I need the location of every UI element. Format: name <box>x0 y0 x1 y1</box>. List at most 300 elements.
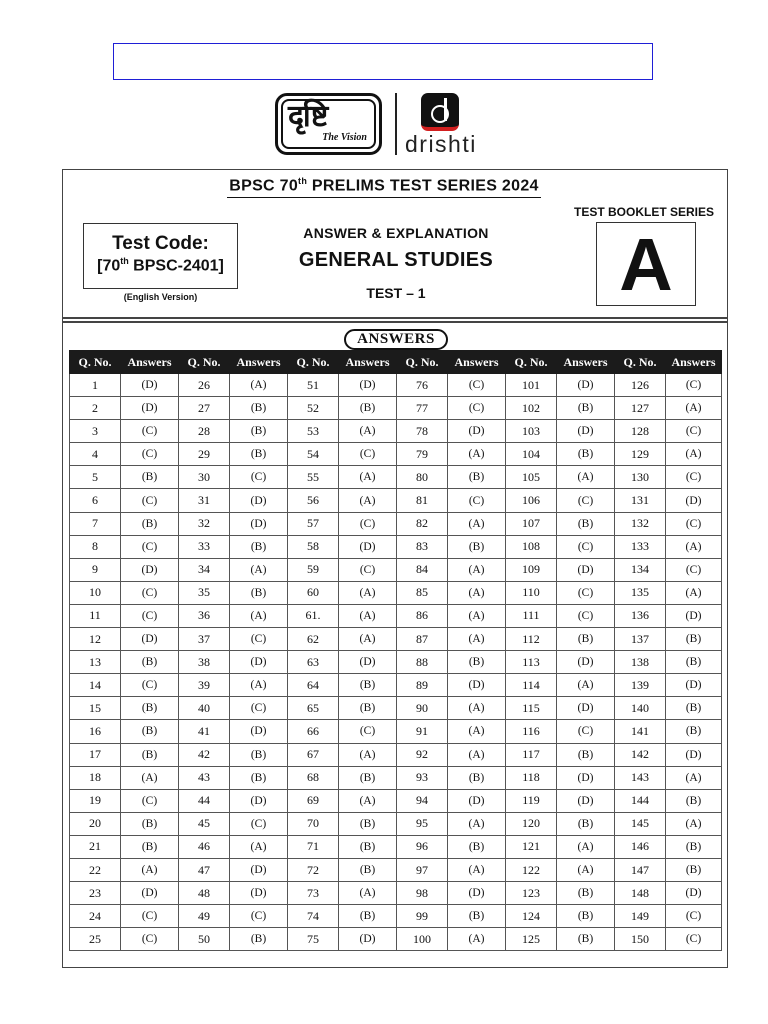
col-header-answers: Answers <box>557 351 615 374</box>
question-number: 79 <box>397 443 448 466</box>
answer-option: (C) <box>121 789 179 812</box>
question-number: 88 <box>397 651 448 674</box>
question-number: 3 <box>70 420 121 443</box>
answer-option: (C) <box>557 604 615 627</box>
question-number: 90 <box>397 697 448 720</box>
question-number: 98 <box>397 882 448 905</box>
test-code-box <box>83 223 238 289</box>
question-number: 72 <box>288 858 339 881</box>
answer-option: (B) <box>557 743 615 766</box>
question-number: 8 <box>70 535 121 558</box>
col-header-qno: Q. No. <box>179 351 230 374</box>
question-number: 47 <box>179 858 230 881</box>
answer-option: (D) <box>339 374 397 397</box>
answer-option: (D) <box>557 420 615 443</box>
answer-option: (C) <box>121 905 179 928</box>
answer-option: (D) <box>557 651 615 674</box>
question-number: 13 <box>70 651 121 674</box>
question-number: 114 <box>506 674 557 697</box>
answer-option: (B) <box>666 720 722 743</box>
question-number: 19 <box>70 789 121 812</box>
table-row <box>70 858 722 881</box>
answer-option: (A) <box>448 720 506 743</box>
answer-option: (A) <box>666 812 722 835</box>
question-number: 41 <box>179 720 230 743</box>
answer-option: (B) <box>230 535 288 558</box>
question-number: 127 <box>615 397 666 420</box>
question-number: 101 <box>506 374 557 397</box>
question-number: 109 <box>506 558 557 581</box>
question-number: 147 <box>615 858 666 881</box>
answer-option: (D) <box>666 743 722 766</box>
answer-option: (C) <box>557 720 615 743</box>
answer-option: (C) <box>121 604 179 627</box>
answer-option: (C) <box>121 443 179 466</box>
answer-option: (B) <box>121 743 179 766</box>
table-row <box>70 720 722 743</box>
answer-option: (A) <box>448 812 506 835</box>
answer-option: (B) <box>448 651 506 674</box>
answer-option: (D) <box>230 651 288 674</box>
answer-option: (B) <box>339 397 397 420</box>
question-number: 78 <box>397 420 448 443</box>
question-number: 89 <box>397 674 448 697</box>
question-number: 81 <box>397 489 448 512</box>
question-number: 29 <box>179 443 230 466</box>
question-number: 48 <box>179 882 230 905</box>
answer-option: (B) <box>339 766 397 789</box>
question-number: 46 <box>179 835 230 858</box>
table-row <box>70 535 722 558</box>
answer-option: (A) <box>448 697 506 720</box>
question-number: 31 <box>179 489 230 512</box>
question-number: 83 <box>397 535 448 558</box>
question-number: 139 <box>615 674 666 697</box>
test-code-post: BPSC-2401] <box>128 257 224 275</box>
test-code-sup: th <box>120 256 129 266</box>
table-row <box>70 789 722 812</box>
answer-option: (B) <box>230 581 288 604</box>
drishti-hindi-logo <box>275 93 382 155</box>
answer-option: (B) <box>339 835 397 858</box>
answer-option: (C) <box>230 905 288 928</box>
question-number: 129 <box>615 443 666 466</box>
table-row <box>70 374 722 397</box>
answer-option: (B) <box>121 835 179 858</box>
question-number: 62 <box>288 628 339 651</box>
table-row <box>70 558 722 581</box>
question-number: 137 <box>615 628 666 651</box>
question-number: 22 <box>70 858 121 881</box>
question-number: 85 <box>397 581 448 604</box>
question-number: 67 <box>288 743 339 766</box>
table-row <box>70 420 722 443</box>
question-number: 60 <box>288 581 339 604</box>
answer-option: (D) <box>121 397 179 420</box>
answer-option: (B) <box>339 674 397 697</box>
question-number: 93 <box>397 766 448 789</box>
col-header-answers: Answers <box>121 351 179 374</box>
table-row <box>70 743 722 766</box>
question-number: 131 <box>615 489 666 512</box>
table-row <box>70 489 722 512</box>
question-number: 121 <box>506 835 557 858</box>
answer-option: (B) <box>121 697 179 720</box>
question-number: 11 <box>70 604 121 627</box>
answer-option: (C) <box>121 581 179 604</box>
answer-option: (C) <box>230 628 288 651</box>
question-number: 110 <box>506 581 557 604</box>
logo-tagline: The Vision <box>322 132 367 143</box>
question-number: 68 <box>288 766 339 789</box>
col-header-answers: Answers <box>230 351 288 374</box>
question-number: 52 <box>288 397 339 420</box>
question-number: 57 <box>288 512 339 535</box>
answer-option: (C) <box>557 489 615 512</box>
question-number: 39 <box>179 674 230 697</box>
answer-option: (B) <box>121 651 179 674</box>
question-number: 32 <box>179 512 230 535</box>
answer-option: (A) <box>557 674 615 697</box>
question-number: 1 <box>70 374 121 397</box>
question-number: 143 <box>615 766 666 789</box>
question-number: 116 <box>506 720 557 743</box>
question-number: 40 <box>179 697 230 720</box>
answer-option: (C) <box>666 512 722 535</box>
table-body <box>70 374 722 951</box>
answers-heading: ANSWERS <box>344 329 448 350</box>
answer-option: (A) <box>666 581 722 604</box>
question-number: 111 <box>506 604 557 627</box>
question-number: 6 <box>70 489 121 512</box>
question-number: 97 <box>397 858 448 881</box>
version-label: (English Version) <box>123 292 198 302</box>
col-header-qno: Q. No. <box>70 351 121 374</box>
answer-option: (D) <box>448 789 506 812</box>
answer-option: (B) <box>448 466 506 489</box>
question-number: 7 <box>70 512 121 535</box>
answer-option: (A) <box>339 604 397 627</box>
question-number: 14 <box>70 674 121 697</box>
col-header-qno: Q. No. <box>506 351 557 374</box>
question-number: 58 <box>288 535 339 558</box>
answer-option: (B) <box>230 397 288 420</box>
answer-option: (B) <box>557 512 615 535</box>
booklet-series-label: TEST BOOKLET SERIES <box>574 205 715 219</box>
question-number: 35 <box>179 581 230 604</box>
answer-option: (D) <box>666 604 722 627</box>
question-number: 77 <box>397 397 448 420</box>
answer-option: (D) <box>121 374 179 397</box>
answer-option: (B) <box>448 905 506 928</box>
question-number: 27 <box>179 397 230 420</box>
answer-option: (A) <box>557 466 615 489</box>
answer-option: (A) <box>339 628 397 651</box>
question-number: 120 <box>506 812 557 835</box>
table-row <box>70 581 722 604</box>
answer-option: (C) <box>666 374 722 397</box>
test-code-pre: [70 <box>97 257 121 275</box>
answer-option: (C) <box>666 558 722 581</box>
question-number: 145 <box>615 812 666 835</box>
col-header-answers: Answers <box>448 351 506 374</box>
table-row <box>70 397 722 420</box>
answer-option: (B) <box>557 443 615 466</box>
question-number: 26 <box>179 374 230 397</box>
answer-option: (B) <box>339 905 397 928</box>
answer-option: (D) <box>230 720 288 743</box>
divider-line <box>62 321 728 323</box>
table-row <box>70 835 722 858</box>
answer-option: (D) <box>339 535 397 558</box>
question-number: 130 <box>615 466 666 489</box>
question-number: 15 <box>70 697 121 720</box>
answer-option: (A) <box>666 766 722 789</box>
answer-option: (A) <box>230 558 288 581</box>
answer-option: (B) <box>339 697 397 720</box>
answer-option: (B) <box>666 835 722 858</box>
question-number: 104 <box>506 443 557 466</box>
answer-option: (A) <box>339 489 397 512</box>
col-header-qno: Q. No. <box>397 351 448 374</box>
question-number: 122 <box>506 858 557 881</box>
question-number: 142 <box>615 743 666 766</box>
question-number: 105 <box>506 466 557 489</box>
question-number: 53 <box>288 420 339 443</box>
question-number: 128 <box>615 420 666 443</box>
question-number: 71 <box>288 835 339 858</box>
answer-option: (D) <box>230 512 288 535</box>
col-header-qno: Q. No. <box>615 351 666 374</box>
answer-option: (A) <box>448 443 506 466</box>
question-number: 107 <box>506 512 557 535</box>
question-number: 132 <box>615 512 666 535</box>
answer-option: (D) <box>121 558 179 581</box>
answer-option: (A) <box>339 420 397 443</box>
test-code-label: Test Code: <box>112 233 209 254</box>
answer-option: (A) <box>557 835 615 858</box>
question-number: 43 <box>179 766 230 789</box>
answer-option: (B) <box>448 766 506 789</box>
answer-option: (B) <box>339 858 397 881</box>
question-number: 64 <box>288 674 339 697</box>
answer-option: (D) <box>557 789 615 812</box>
answer-option: (B) <box>230 928 288 951</box>
answer-option: (B) <box>557 628 615 651</box>
table-row <box>70 766 722 789</box>
answer-option: (C) <box>121 489 179 512</box>
test-number: TEST – 1 <box>366 285 426 301</box>
question-number: 135 <box>615 581 666 604</box>
question-number: 103 <box>506 420 557 443</box>
question-number: 141 <box>615 720 666 743</box>
table-row <box>70 443 722 466</box>
answer-option: (D) <box>339 651 397 674</box>
answer-option: (C) <box>448 489 506 512</box>
divider-line <box>62 317 728 319</box>
answer-option: (B) <box>557 812 615 835</box>
answer-option: (A) <box>339 789 397 812</box>
question-number: 76 <box>397 374 448 397</box>
answer-option: (D) <box>448 420 506 443</box>
answer-option: (A) <box>448 604 506 627</box>
answer-option: (C) <box>230 812 288 835</box>
question-number: 119 <box>506 789 557 812</box>
answer-option: (B) <box>557 928 615 951</box>
table-row <box>70 697 722 720</box>
answer-option: (C) <box>666 905 722 928</box>
answer-option: (B) <box>121 812 179 835</box>
question-number: 9 <box>70 558 121 581</box>
answer-option: (B) <box>666 651 722 674</box>
question-number: 102 <box>506 397 557 420</box>
question-number: 106 <box>506 489 557 512</box>
table-row <box>70 905 722 928</box>
question-number: 36 <box>179 604 230 627</box>
question-number: 138 <box>615 651 666 674</box>
answer-option: (C) <box>121 420 179 443</box>
answer-option: (B) <box>121 466 179 489</box>
answer-option: (A) <box>230 835 288 858</box>
answer-option: (C) <box>230 697 288 720</box>
answer-option: (B) <box>230 443 288 466</box>
table-row <box>70 512 722 535</box>
answer-option: (A) <box>230 604 288 627</box>
answer-option: (B) <box>339 812 397 835</box>
question-number: 12 <box>70 628 121 651</box>
question-number: 92 <box>397 743 448 766</box>
question-number: 80 <box>397 466 448 489</box>
question-number: 133 <box>615 535 666 558</box>
question-number: 17 <box>70 743 121 766</box>
table-row <box>70 882 722 905</box>
question-number: 55 <box>288 466 339 489</box>
answer-option: (A) <box>448 558 506 581</box>
question-number: 108 <box>506 535 557 558</box>
page-title <box>0 176 768 198</box>
answer-option: (A) <box>448 858 506 881</box>
table-row <box>70 466 722 489</box>
answer-option: (B) <box>666 858 722 881</box>
answer-option: (D) <box>557 558 615 581</box>
answer-option: (A) <box>230 374 288 397</box>
answer-option: (A) <box>448 743 506 766</box>
answer-option: (D) <box>230 858 288 881</box>
drishti-d-icon <box>421 93 459 131</box>
question-number: 37 <box>179 628 230 651</box>
answer-option: (B) <box>230 743 288 766</box>
answer-option: (A) <box>666 443 722 466</box>
question-number: 144 <box>615 789 666 812</box>
answer-option: (B) <box>666 628 722 651</box>
answer-option: (D) <box>448 674 506 697</box>
answer-option: (A) <box>448 928 506 951</box>
table-header-row <box>70 351 722 374</box>
title-part-2: PRELIMS TEST SERIES 2024 <box>307 177 539 195</box>
answer-option: (D) <box>339 928 397 951</box>
answer-option: (A) <box>339 581 397 604</box>
question-number: 112 <box>506 628 557 651</box>
question-number: 28 <box>179 420 230 443</box>
header-blank-box <box>113 43 653 80</box>
booklet-series-letter: A <box>619 223 673 306</box>
answer-option: (C) <box>448 397 506 420</box>
question-number: 69 <box>288 789 339 812</box>
question-number: 2 <box>70 397 121 420</box>
answer-option: (C) <box>121 928 179 951</box>
answer-option: (A) <box>666 535 722 558</box>
question-number: 126 <box>615 374 666 397</box>
question-number: 49 <box>179 905 230 928</box>
answer-option: (D) <box>121 628 179 651</box>
question-number: 51 <box>288 374 339 397</box>
question-number: 21 <box>70 835 121 858</box>
question-number: 149 <box>615 905 666 928</box>
answer-option: (D) <box>557 766 615 789</box>
table-row <box>70 604 722 627</box>
answer-option: (B) <box>230 420 288 443</box>
answer-option: (C) <box>557 535 615 558</box>
question-number: 66 <box>288 720 339 743</box>
question-number: 95 <box>397 812 448 835</box>
answer-option: (B) <box>666 789 722 812</box>
question-number: 118 <box>506 766 557 789</box>
logo-hindi-text: दृष्टि <box>288 99 328 134</box>
question-number: 148 <box>615 882 666 905</box>
answer-option: (A) <box>448 512 506 535</box>
logo-divider <box>395 93 397 155</box>
answer-option: (D) <box>121 882 179 905</box>
answer-option: (C) <box>448 374 506 397</box>
table-row <box>70 674 722 697</box>
question-number: 44 <box>179 789 230 812</box>
answer-option: (C) <box>339 720 397 743</box>
question-number: 100 <box>397 928 448 951</box>
answer-option: (A) <box>666 397 722 420</box>
question-number: 10 <box>70 581 121 604</box>
question-number: 54 <box>288 443 339 466</box>
question-number: 134 <box>615 558 666 581</box>
answer-option: (D) <box>666 489 722 512</box>
subtitle: ANSWER & EXPLANATION <box>303 225 489 241</box>
answer-option: (B) <box>666 697 722 720</box>
question-number: 84 <box>397 558 448 581</box>
question-number: 140 <box>615 697 666 720</box>
question-number: 4 <box>70 443 121 466</box>
question-number: 34 <box>179 558 230 581</box>
answer-option: (B) <box>557 905 615 928</box>
question-number: 146 <box>615 835 666 858</box>
question-number: 18 <box>70 766 121 789</box>
col-header-answers: Answers <box>666 351 722 374</box>
answer-option: (B) <box>448 535 506 558</box>
answer-option: (B) <box>448 835 506 858</box>
answer-option: (C) <box>121 535 179 558</box>
table-row <box>70 628 722 651</box>
question-number: 20 <box>70 812 121 835</box>
question-number: 150 <box>615 928 666 951</box>
answer-option: (B) <box>230 766 288 789</box>
answer-option: (A) <box>448 581 506 604</box>
answer-option: (D) <box>230 489 288 512</box>
answer-option: (C) <box>339 512 397 535</box>
answer-option: (A) <box>557 858 615 881</box>
drishti-wordmark: drishti <box>405 131 477 157</box>
answer-option: (D) <box>557 374 615 397</box>
question-number: 117 <box>506 743 557 766</box>
answer-option: (A) <box>339 882 397 905</box>
question-number: 61. <box>288 604 339 627</box>
